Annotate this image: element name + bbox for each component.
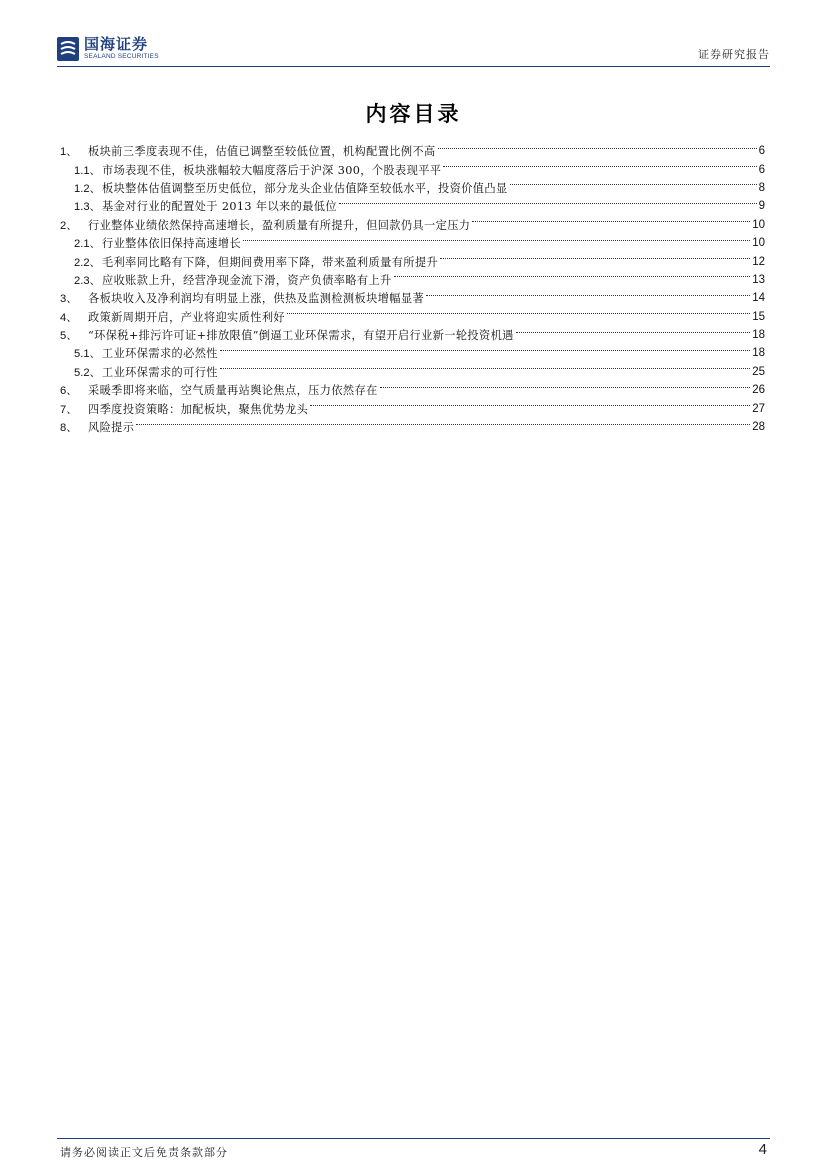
toc-entry[interactable] — [60, 197, 765, 215]
toc-entry-title: 应收账款上升，经营净现金流下滑，资产负债率略有上升 — [102, 273, 392, 287]
toc-dot-leader — [243, 240, 750, 241]
toc-entry-number: 5.2、 — [74, 366, 101, 379]
toc-dot-leader — [287, 313, 750, 314]
toc-dot-leader — [440, 258, 750, 259]
toc-entry-page: 14 — [752, 292, 765, 305]
toc-entry-page: 6 — [758, 163, 765, 176]
toc-entry-number: 5、 — [60, 330, 78, 343]
toc-entry-page: 10 — [752, 218, 765, 231]
toc-dot-leader — [438, 148, 757, 149]
logo-english-name: SEALAND SECURITIES — [84, 53, 159, 61]
toc-entry-number: 3、 — [60, 293, 78, 306]
company-logo — [57, 34, 159, 64]
toc-dot-leader — [516, 332, 750, 333]
toc-entry[interactable] — [60, 381, 765, 399]
toc-title: 内容目录 — [365, 102, 462, 126]
toc-entry-title: 工业环保需求的必然性 — [102, 347, 218, 361]
toc-entry-page: 27 — [752, 402, 765, 415]
toc-entry-number: 8、 — [60, 422, 78, 435]
toc-entry-title: 行业整体依旧保持高速增长 — [102, 237, 242, 251]
toc-entry-number: 1.1、 — [74, 164, 101, 177]
toc-entry[interactable] — [60, 160, 765, 178]
toc-dot-leader — [443, 166, 756, 167]
disclaimer-note: 请务必阅读正文后免责条款部分 — [60, 1146, 228, 1159]
toc-entry[interactable] — [60, 399, 765, 417]
toc-dot-leader — [394, 276, 751, 277]
toc-dot-leader — [220, 350, 750, 351]
toc-dot-leader — [380, 387, 751, 388]
toc-entry-title: 行业整体业绩依然保持高速增长，盈利质量有所提升，但回款仍具一定压力 — [88, 218, 471, 232]
toc-entry-number: 4、 — [60, 311, 78, 324]
toc-dot-leader — [472, 221, 750, 222]
toc-dot-leader — [426, 295, 750, 296]
toc-entry[interactable] — [60, 179, 765, 197]
toc-entry-number: 2.3、 — [74, 274, 101, 287]
toc-entry[interactable] — [60, 289, 765, 307]
toc-entry-title: 基金对行业的配置处于 2013 年以来的最低位 — [102, 200, 337, 214]
page-header — [57, 32, 770, 67]
sealand-logo-icon — [57, 37, 79, 61]
toc-entry-page: 15 — [752, 310, 765, 323]
toc-dot-leader — [339, 203, 757, 204]
table-of-contents — [60, 142, 765, 436]
toc-entry-page: 6 — [758, 145, 765, 158]
toc-entry-title: 采暖季即将来临，空气质量再站舆论焦点，压力依然存在 — [88, 384, 378, 398]
toc-entry-page: 13 — [752, 273, 765, 286]
toc-entry-page: 28 — [752, 421, 765, 434]
toc-entry-number: 2.2、 — [74, 256, 101, 269]
toc-entry-page: 25 — [752, 365, 765, 378]
toc-entry-title: 板块前三季度表现不佳，估值已调整至较低位置，机构配置比例不高 — [88, 145, 436, 159]
toc-entry-title: “环保税+排污许可证+排放限值”倒逼工业环保需求，有望开启行业新一轮投资机遇 — [88, 329, 514, 343]
logo-chinese-name: 国海证券 — [84, 35, 149, 54]
toc-dot-leader — [310, 405, 750, 406]
toc-entry-page: 9 — [758, 200, 765, 213]
toc-entry-number: 5.1、 — [74, 348, 101, 361]
toc-entry-page: 10 — [752, 237, 765, 250]
toc-entry-title: 四季度投资策略：加配板块，聚焦优势龙头 — [88, 402, 309, 416]
toc-entry-page: 12 — [752, 255, 765, 268]
toc-entry[interactable] — [60, 216, 765, 234]
toc-entry-page: 26 — [752, 384, 765, 397]
toc-entry[interactable] — [60, 326, 765, 344]
toc-entry[interactable] — [60, 308, 765, 326]
report-type-label: 证券研究报告 — [698, 48, 770, 61]
toc-entry[interactable] — [60, 252, 765, 270]
toc-entry-title: 板块整体估值调整至历史低位，部分龙头企业估值降至较低水平，投资价值凸显 — [102, 181, 508, 195]
toc-entry-number: 1.3、 — [74, 201, 101, 214]
toc-entry[interactable] — [60, 271, 765, 289]
toc-entry-page: 18 — [752, 347, 765, 360]
toc-entry-number: 1.2、 — [74, 182, 101, 195]
toc-entry-title: 风险提示 — [88, 421, 135, 435]
toc-entry-title: 各板块收入及净利润均有明显上涨，供热及监测检测板块增幅显著 — [88, 292, 425, 306]
toc-entry-page: 8 — [758, 181, 765, 194]
toc-entry-title: 工业环保需求的可行性 — [102, 365, 218, 379]
toc-entry[interactable] — [60, 363, 765, 381]
toc-entry-title: 政策新周期开启，产业将迎实质性利好 — [88, 310, 285, 324]
toc-entry-number: 1、 — [60, 146, 78, 159]
page-number: 4 — [758, 1141, 767, 1158]
toc-entry-number: 2、 — [60, 219, 78, 232]
toc-entry[interactable] — [60, 234, 765, 252]
toc-dot-leader — [136, 424, 750, 425]
toc-entry[interactable] — [60, 344, 765, 362]
toc-entry-title: 市场表现不佳，板块涨幅较大幅度落后于沪深 300，个股表现平平 — [102, 163, 442, 177]
toc-entry-number: 2.1、 — [74, 238, 101, 251]
toc-entry-page: 18 — [752, 329, 765, 342]
toc-entry[interactable] — [60, 418, 765, 436]
toc-entry-number: 6、 — [60, 385, 78, 398]
toc-dot-leader — [510, 184, 757, 185]
footer-rule — [57, 1138, 770, 1140]
toc-entry-title: 毛利率同比略有下降，但期间费用率下降，带来盈利质量有所提升 — [102, 255, 439, 269]
toc-entry[interactable] — [60, 142, 765, 160]
toc-dot-leader — [220, 368, 750, 369]
toc-entry-number: 7、 — [60, 403, 78, 416]
